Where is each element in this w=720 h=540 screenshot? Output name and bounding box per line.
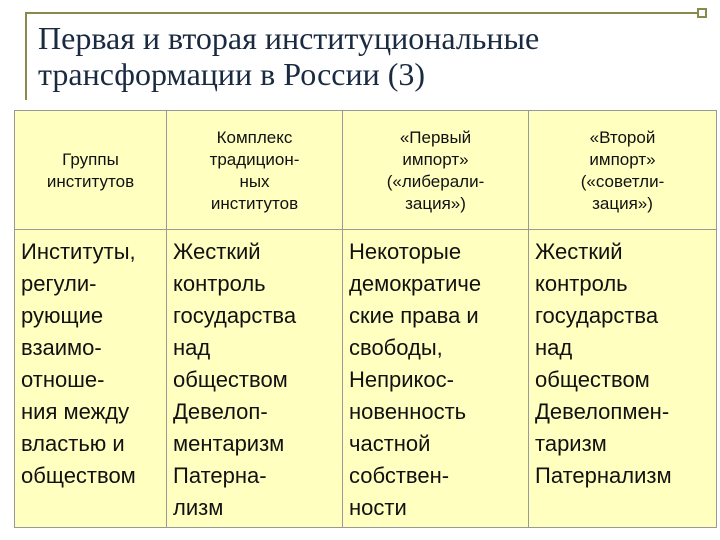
cell-line: ментаризм: [173, 431, 285, 456]
cell-line: взаимо-: [21, 335, 102, 360]
institutions-table: [14, 110, 717, 528]
cell-line: ния между: [21, 399, 130, 424]
decor-corner-square: [697, 8, 707, 18]
cell-line: Неприкос-: [349, 367, 454, 392]
header-line: «Первый: [399, 128, 472, 147]
header-line: импорт»: [589, 150, 656, 169]
header-line: зация»): [405, 194, 466, 213]
page-title: [38, 20, 708, 92]
header-line: («либерали-: [386, 172, 485, 191]
cell-line: свободы,: [349, 335, 443, 360]
header-line: «Второй: [589, 128, 656, 147]
cell-line: контроль: [173, 271, 266, 296]
title-line: Первая и вторая институциональные: [38, 20, 540, 56]
header-cell-second-import: [529, 111, 717, 230]
cell-line: Девелоп-: [173, 399, 268, 424]
table-header-row: [15, 111, 717, 230]
cell-line: государства: [173, 303, 297, 328]
cell-line: контроль: [535, 271, 628, 296]
cell-line: таризм: [535, 431, 607, 456]
cell-line: властью и: [21, 431, 125, 456]
cell-group-name: [15, 230, 167, 528]
header-cell-groups: [15, 111, 167, 230]
cell-line: новенность: [349, 399, 467, 424]
cell-line: демократиче: [349, 271, 482, 296]
cell-line: Некоторые: [349, 239, 462, 264]
cell-line: обществом: [173, 367, 288, 392]
decor-vertical-line: [25, 12, 27, 100]
header-line: («советли-: [580, 172, 665, 191]
cell-traditional: [167, 230, 343, 528]
header-cell-first-import: [343, 111, 529, 230]
header-line: импорт»: [402, 150, 469, 169]
cell-line: Патернализм: [535, 463, 672, 488]
cell-line: над: [173, 335, 211, 360]
header-line: ных: [239, 172, 270, 191]
cell-line: собствен-: [349, 463, 450, 488]
header-line: Группы: [62, 150, 119, 169]
header-line: институтов: [210, 194, 299, 213]
cell-line: над: [535, 335, 573, 360]
cell-line: Институты,: [21, 239, 136, 264]
cell-line: Жесткий: [173, 239, 261, 264]
cell-second-import: [529, 230, 717, 528]
cell-first-import: [343, 230, 529, 528]
cell-line: обществом: [21, 463, 136, 488]
cell-line: регули-: [21, 271, 97, 296]
header-line: традицион-: [209, 150, 300, 169]
cell-line: ности: [349, 495, 407, 520]
header-line: институтов: [46, 172, 135, 191]
cell-line: отноше-: [21, 367, 105, 392]
cell-line: Жесткий: [535, 239, 623, 264]
cell-line: лизм: [173, 495, 224, 520]
cell-line: Патерна-: [173, 463, 267, 488]
cell-line: государства: [535, 303, 659, 328]
header-line: зация»): [592, 194, 653, 213]
cell-line: Девелопмен-: [535, 399, 670, 424]
table-row: [15, 230, 717, 528]
decor-horizontal-line: [25, 12, 697, 14]
cell-line: ские права и: [349, 303, 479, 328]
cell-line: частной: [349, 431, 431, 456]
cell-line: рующие: [21, 303, 104, 328]
title-line: трансформации в России (3): [38, 56, 426, 92]
header-line: Комплекс: [216, 128, 293, 147]
header-cell-traditional: [167, 111, 343, 230]
cell-line: обществом: [535, 367, 650, 392]
